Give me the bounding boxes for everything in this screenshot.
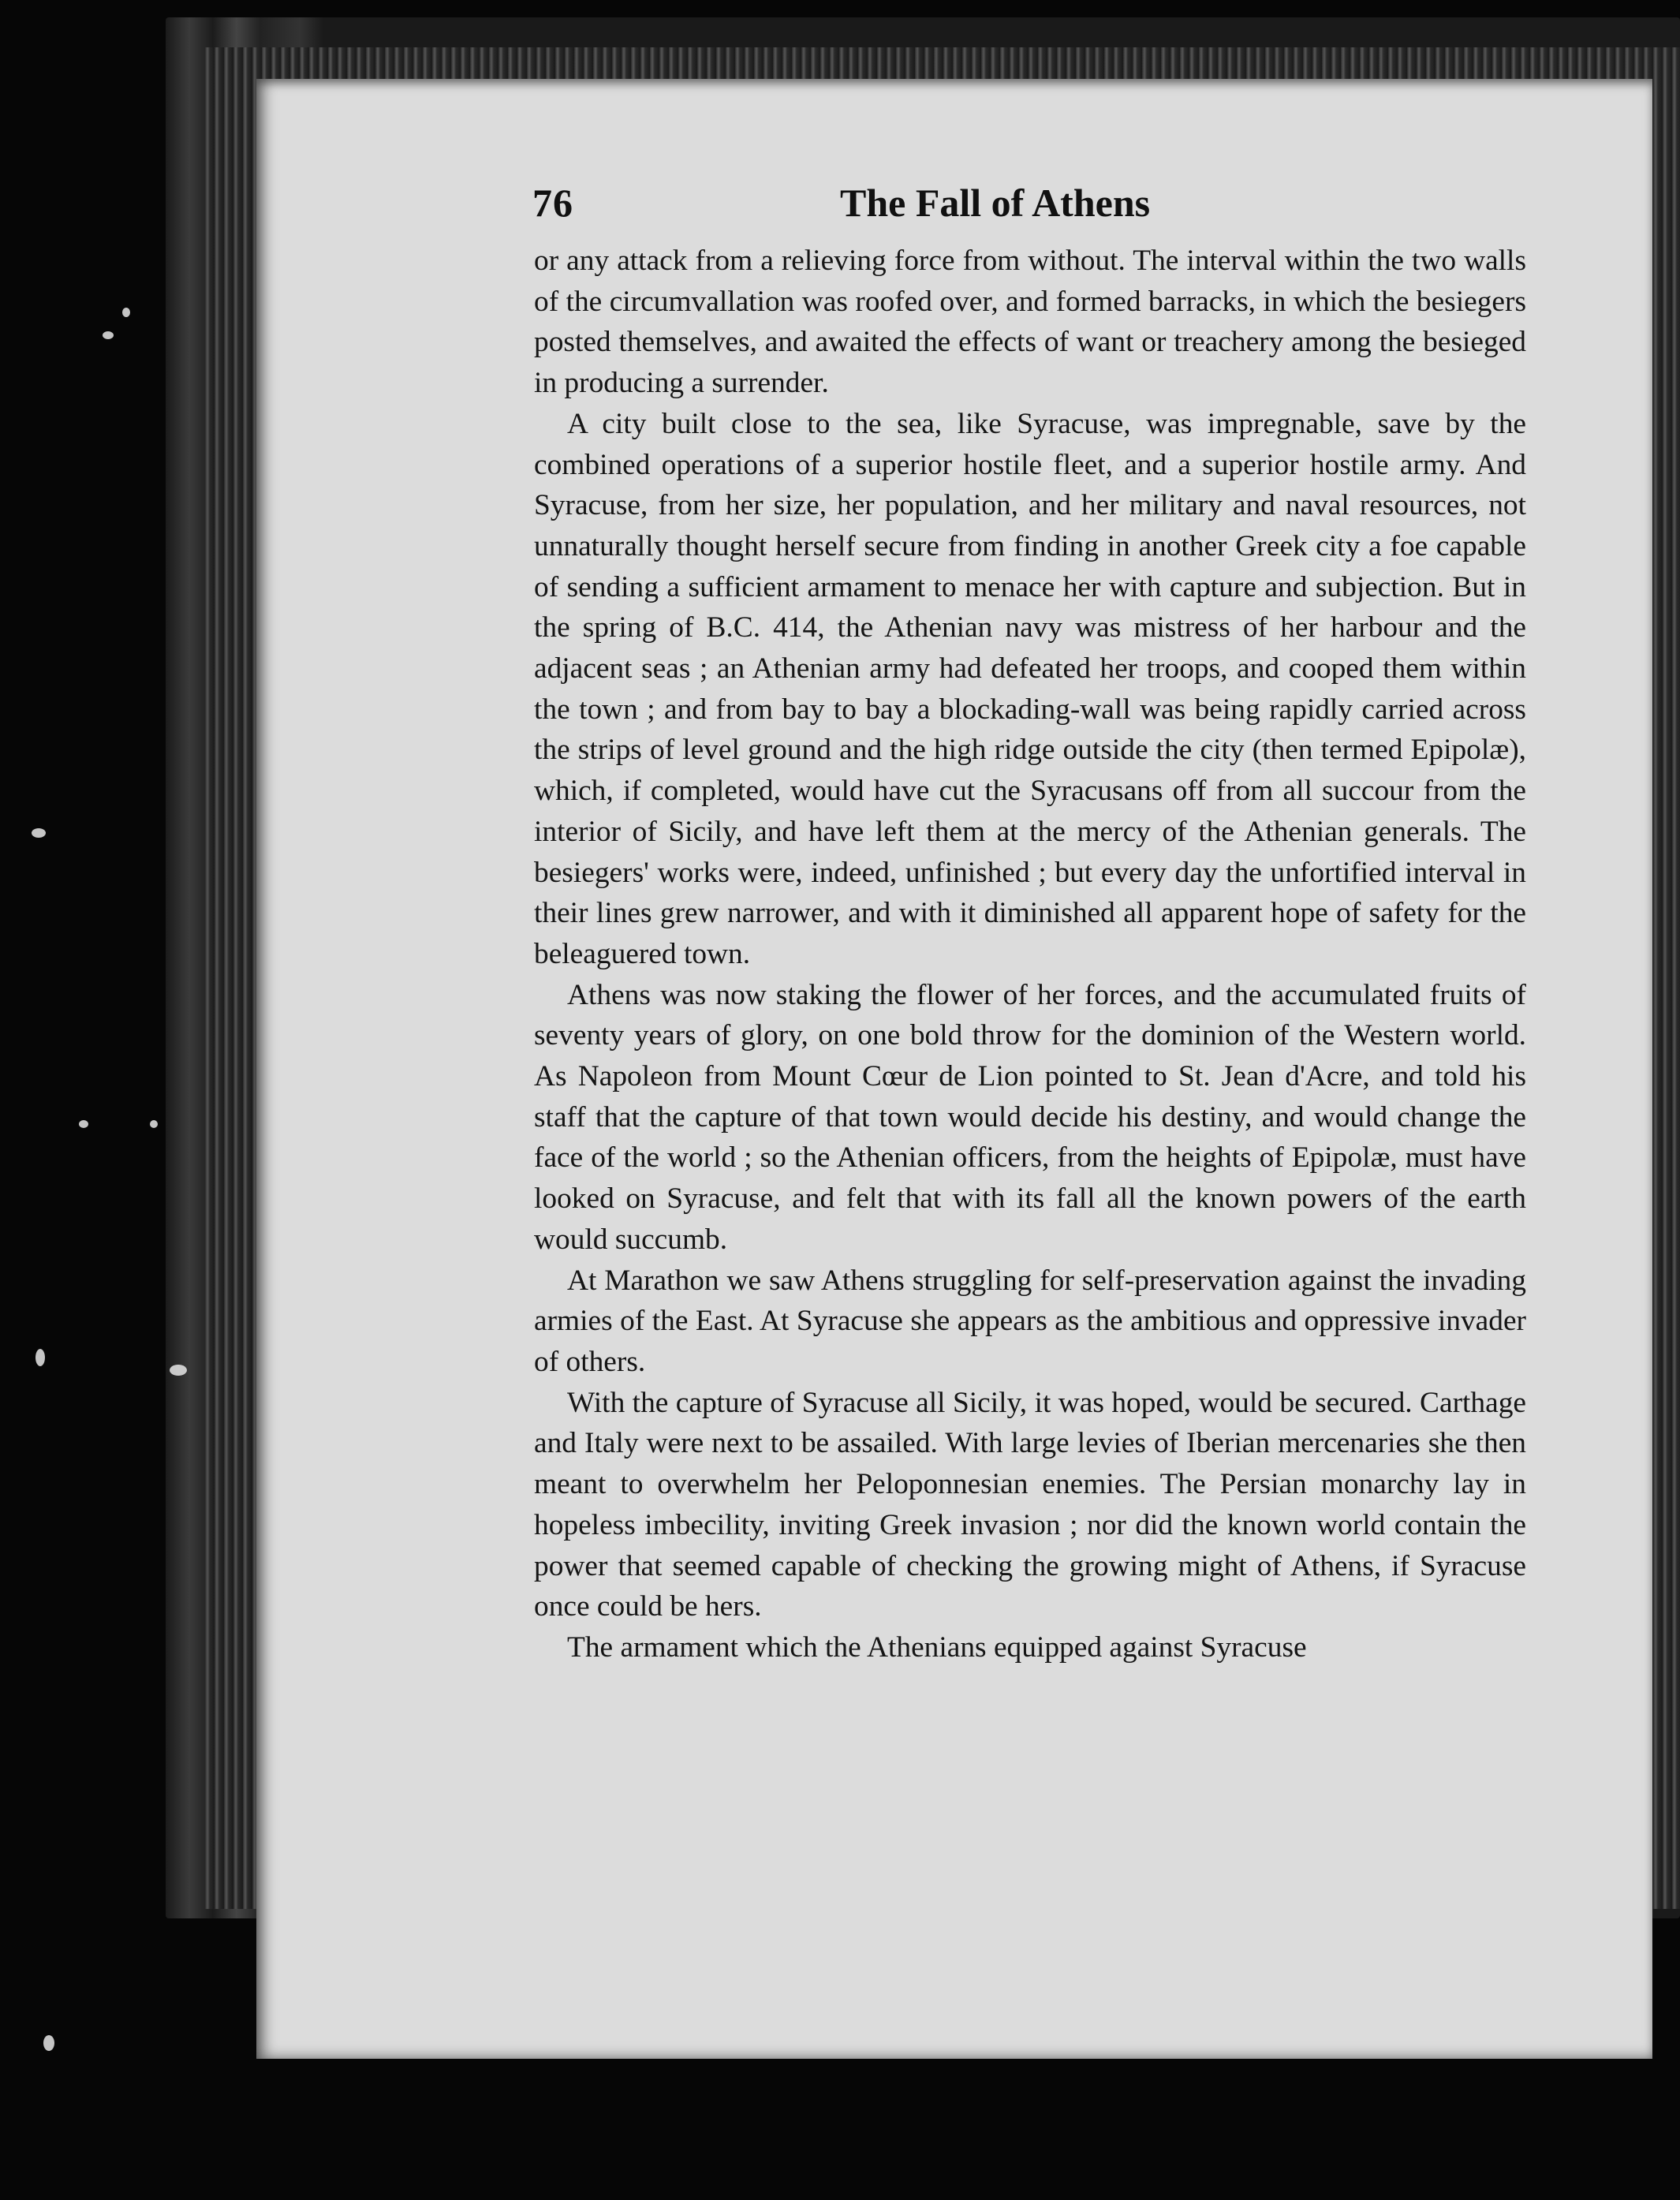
paragraph: With the capture of Syracuse all Sicily, it was hoped, would be secured. Carthage and Italy were next to be assailed. With large levies of Iberian mercenaries she then meant to overwhelm her Peloponnesian enemies. The Persian monarchy lay in hopeless imbecility, inviting Greek invasion ; nor did the known world contain the power that seemed capable of checking the growing might of Athens, if Syracuse once could be hers.	[534, 1386, 1526, 1623]
paragraph: A city built close to the sea, like Syracuse, was impregnable, save by the combined operations of a superior hostile fleet, and a superior hostile army. And Syracuse, from her size, her population, and her military and naval resources, not unnaturally thought herself secure from finding in another Greek city a foe capable of sending a sufficient armament to menace her with capture and subjection. But in the spring of B.C. 414, the Athenian navy was mistress of her harbour and the adjacent seas ; an Athenian army had defeated her troops, and cooped them within the town ; and from bay to bay a blockading-wall was being rapidly carried across the strips of level ground and the high ridge outside the city (then termed Epipolæ), which, if completed, would have cut the Syracusans off from all succour from the interior of Sicily, and have left them at the mercy of the Athenian generals. The besiegers' works were, indeed, unfinished ; but every day the unfortified interval in their lines grew narrower, and with it diminished all apparent hope of safety for the beleaguered town.	[534, 407, 1526, 970]
paragraph: or any attack from a relieving force from without. The interval within the two walls of the circumvallation was roofed over, and formed barracks, in which the besiegers posted themselves, and awaited the effects of want or treachery among the besieged in producing a surrender.	[534, 245, 1526, 400]
scan-speck	[122, 308, 130, 317]
paragraph: The armament which the Athenians equipped against Syracuse	[567, 1630, 1307, 1664]
body-text	[534, 241, 1526, 1668]
scan-speck	[103, 331, 114, 339]
scan-speck	[150, 1120, 158, 1128]
scan-speck	[79, 1120, 88, 1128]
scan-speck	[43, 2035, 54, 2051]
scan-speck	[170, 1365, 187, 1376]
scan-speck	[35, 1349, 45, 1366]
paragraph: At Marathon we saw Athens struggling for self-preservation against the invading armies of the East. At Syracuse she appears as the ambitious and oppressive invader of others.	[534, 1264, 1526, 1378]
page-header	[532, 180, 1558, 235]
scan-speck	[32, 828, 46, 838]
page-number: 76	[532, 181, 573, 225]
paragraph: Athens was now staking the flower of her forces, and the accumulated fruits of seventy years of glory, on one bold throw for the dominion of the Western world. As Napoleon from Mount Cœur de Lion pointed to St. Jean d'Acre, and told his staff that the capture of that town would decide his destiny, and would change the face of the world ; so the Athenian officers, from the heights of Epipolæ, must have looked on Syracuse, and felt that with its fall all the known powers of the earth would succumb.	[534, 978, 1526, 1256]
running-head: The Fall of Athens	[840, 181, 1151, 225]
